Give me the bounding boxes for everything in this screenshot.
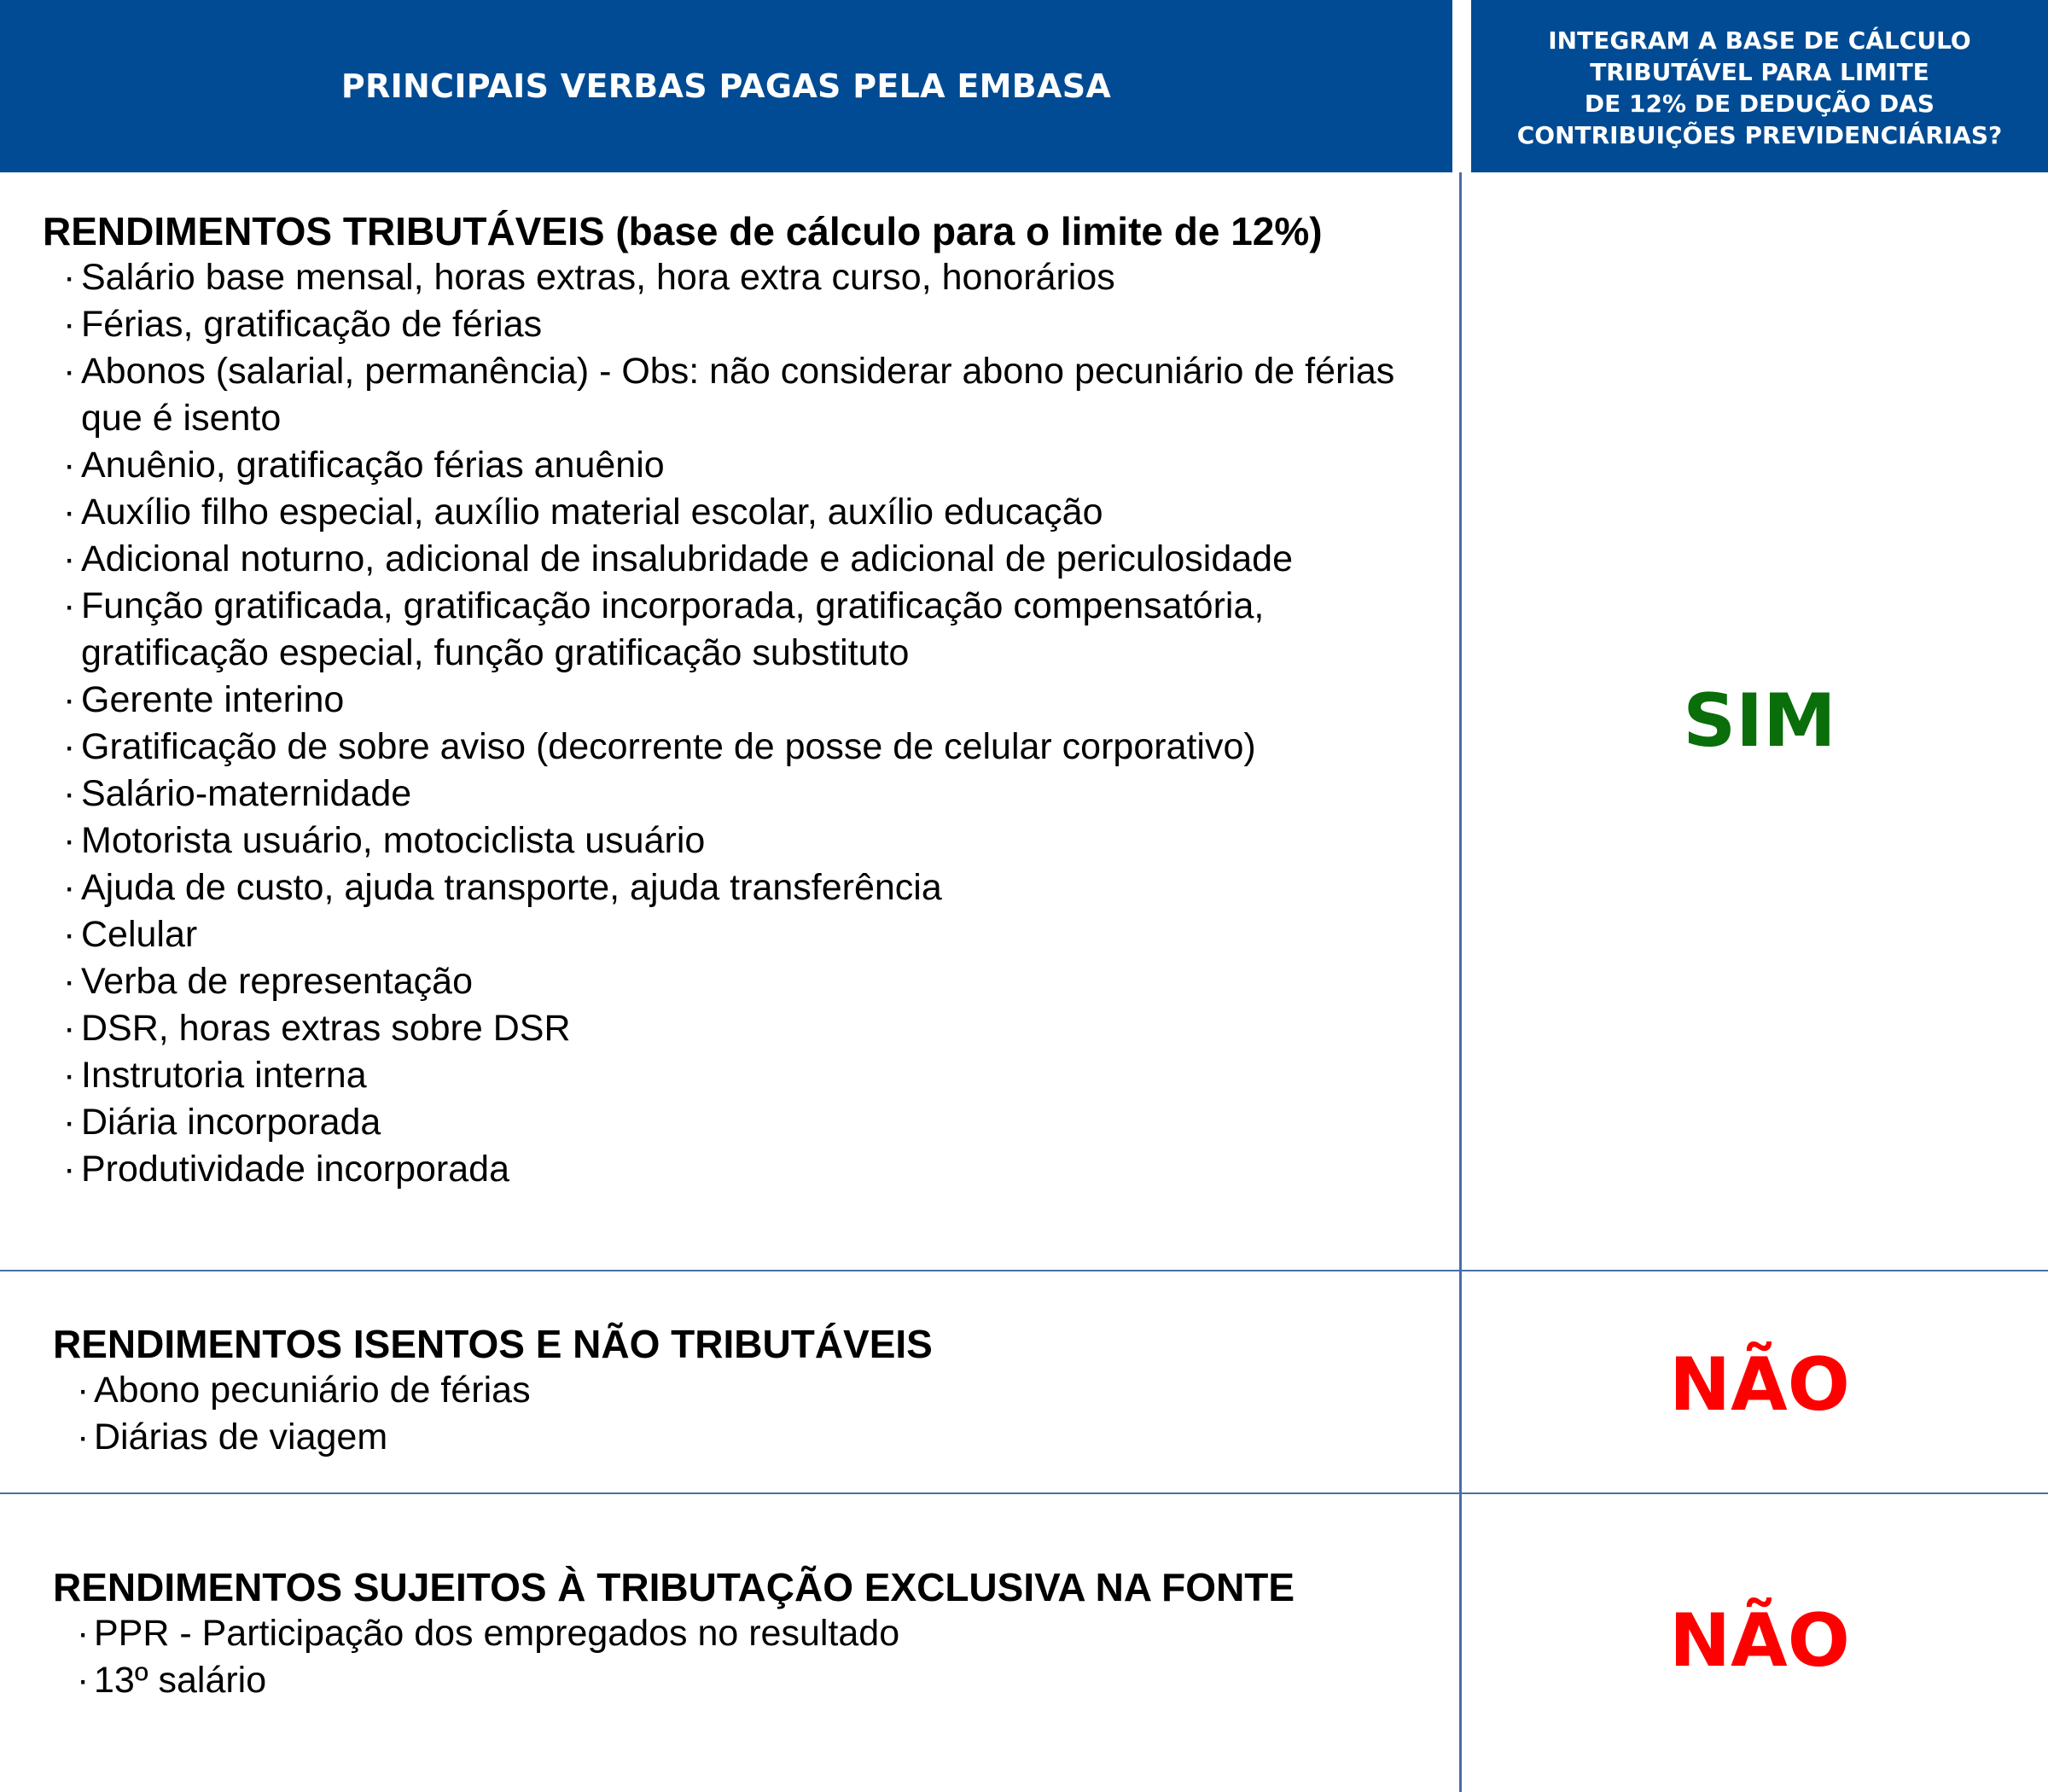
section-tributacao-exclusiva — [53, 1564, 1452, 1704]
bullet: · — [63, 820, 76, 861]
list-item-text: PPR - Participação dos empregados no resultado — [94, 1613, 900, 1654]
list-item — [43, 724, 1442, 771]
bullet: · — [63, 679, 76, 720]
list-item-text: Instrutoria interna — [81, 1055, 367, 1096]
list-item-text: Motorista usuário, motociclista usuário — [81, 820, 706, 861]
bullet: · — [77, 1660, 90, 1701]
bullet: · — [63, 351, 76, 392]
row-divider-2 — [0, 1492, 2048, 1494]
list-item-text: Diárias de viagem — [94, 1417, 388, 1457]
list-item-text: Celular — [81, 914, 198, 955]
header-base-calculo-title: INTEGRAM A BASE DE CÁLCULO TRIBUTÁVEL PARA LIMITE DE 12% DE DEDUÇÃO DAS CONTRIBUIÇÕES PREVIDENCIÁRIAS? — [1516, 26, 2003, 149]
list-item — [43, 536, 1442, 583]
header-verbas-title: PRINCIPAIS VERBAS PAGAS PELA EMBASA — [340, 67, 1112, 105]
list-item-text: Gerente interino — [81, 679, 345, 720]
header-base-calculo — [1471, 0, 2048, 172]
bullet: · — [63, 585, 76, 626]
bullet: · — [63, 773, 76, 814]
list-item — [53, 1610, 1452, 1657]
list-item — [43, 489, 1442, 536]
bullet: · — [63, 1008, 76, 1049]
list-item — [43, 817, 1442, 864]
section-rendimentos-tributaveis — [43, 208, 1442, 1232]
answer-nao-exclusiva: NÃO — [1669, 1598, 1850, 1684]
list-item — [43, 1146, 1442, 1193]
list-item — [53, 1414, 1452, 1461]
list-item — [43, 677, 1442, 724]
list-item-text: Salário base mensal, horas extras, hora extra curso, honorários — [81, 257, 1115, 298]
bullet: · — [63, 257, 76, 298]
bullet: · — [63, 492, 76, 532]
list-item-text: DSR, horas extras sobre DSR — [81, 1008, 571, 1049]
list-item-text: Verba de representação — [81, 961, 473, 1002]
list-item — [43, 1099, 1442, 1146]
bullet: · — [63, 867, 76, 908]
list-item — [43, 958, 1442, 1005]
list-item — [43, 911, 1442, 958]
section-title: RENDIMENTOS TRIBUTÁVEIS (base de cálculo para o limite de 12%) — [43, 209, 1323, 253]
answer-sim: SIM — [1683, 678, 1836, 764]
column-divider — [1459, 172, 1462, 1792]
list-item-text: Função gratificada, gratificação incorporada, gratificação compensatória, gratificação especial, função gratificação substituto — [81, 585, 1265, 673]
list-item-text: Abonos (salarial, permanência) - Obs: não considerar abono pecuniário de férias que é isento — [81, 351, 1395, 439]
bullet: · — [63, 1102, 76, 1143]
list-item-text: Salário-maternidade — [81, 773, 412, 814]
list-item — [43, 301, 1442, 348]
bullet: · — [63, 538, 76, 579]
list-item-text: Ajuda de custo, ajuda transporte, ajuda transferência — [81, 867, 942, 908]
list-item-text: Produtividade incorporada — [81, 1149, 509, 1190]
header-verbas — [0, 0, 1452, 172]
list-item — [43, 1005, 1442, 1052]
list-item — [43, 583, 1442, 677]
list-item-text: Gratificação de sobre aviso (decorrente de posse de celular corporativo) — [81, 726, 1256, 767]
list-item — [43, 771, 1442, 817]
bullet: · — [63, 1149, 76, 1190]
bullet: · — [63, 961, 76, 1002]
section-rendimentos-isentos — [53, 1321, 1452, 1461]
list-item — [43, 864, 1442, 911]
list-item-text: Férias, gratificação de férias — [81, 304, 543, 345]
list-item — [43, 254, 1442, 301]
bullet: · — [63, 914, 76, 955]
section-title: RENDIMENTOS SUJEITOS À TRIBUTAÇÃO EXCLUSIVA NA FONTE — [53, 1565, 1295, 1609]
list-item-text: Adicional noturno, adicional de insalubridade e adicional de periculosidade — [81, 538, 1293, 579]
bullet: · — [77, 1417, 90, 1457]
list-item — [43, 442, 1442, 489]
list-item — [43, 348, 1442, 442]
list-item — [43, 1052, 1442, 1099]
answer-nao-isentos: NÃO — [1669, 1342, 1850, 1428]
row-divider-1 — [0, 1270, 2048, 1271]
list-item-text: Abono pecuniário de férias — [94, 1370, 531, 1411]
list-item-text: Auxílio filho especial, auxílio material escolar, auxílio educação — [81, 492, 1103, 532]
list-item — [53, 1657, 1452, 1704]
bullet: · — [77, 1370, 90, 1411]
bullet: · — [63, 726, 76, 767]
list-item-text: Anuênio, gratificação férias anuênio — [81, 445, 665, 486]
bullet: · — [63, 304, 76, 345]
bullet: · — [63, 1055, 76, 1096]
list-item-text: Diária incorporada — [81, 1102, 381, 1143]
section-title: RENDIMENTOS ISENTOS E NÃO TRIBUTÁVEIS — [53, 1322, 933, 1366]
list-item — [53, 1367, 1452, 1414]
list-item-text: 13º salário — [94, 1660, 267, 1701]
bullet: · — [63, 445, 76, 486]
bullet: · — [77, 1613, 90, 1654]
